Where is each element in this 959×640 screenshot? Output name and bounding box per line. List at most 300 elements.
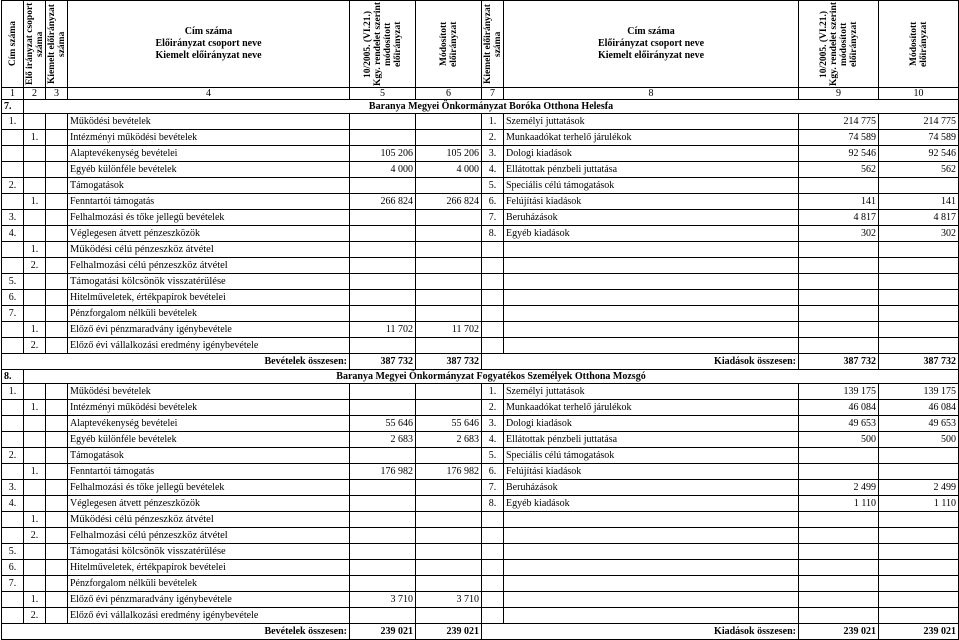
income-name-cell: Véglegesen átvett pénzeszközök [68, 496, 350, 512]
income-name-cell: Támogatások [68, 178, 350, 194]
expense-name-cell [504, 576, 799, 592]
income-original-cell [350, 528, 416, 544]
expense-original-cell [799, 576, 879, 592]
income-name-cell: Fenntartói támogatás [68, 464, 350, 480]
cim-szama-cell: 7. [2, 306, 24, 322]
expense-total-label: Kiadások összesen: [482, 624, 799, 640]
cim-szama-cell [2, 162, 24, 178]
kiemelt-szama-cell [46, 258, 68, 274]
table-row [2, 576, 959, 592]
income-original-cell [350, 448, 416, 464]
expense-name-cell [504, 544, 799, 560]
expense-name-cell [504, 258, 799, 274]
income-name-cell: Felhalmozási célú pénzeszköz átvétel [68, 528, 350, 544]
cim-szama-cell [2, 416, 24, 432]
expense-original-cell: 49 653 [799, 416, 879, 432]
kiemelt-szama-cell [46, 416, 68, 432]
cim-szama-cell [2, 130, 24, 146]
income-original-cell [350, 608, 416, 624]
income-original-cell [350, 210, 416, 226]
header-title-right-line2: Előirányzat csoport neve [597, 38, 705, 49]
table-row [2, 608, 959, 624]
income-name-cell: Alaptevékenység bevételei [68, 416, 350, 432]
expense-name-cell: Dologi kiadások [504, 146, 799, 162]
expense-modified-cell [879, 274, 959, 290]
income-modified-cell: 11 702 [416, 322, 482, 338]
expense-modified-cell [879, 544, 959, 560]
expense-original-cell [799, 592, 879, 608]
cim-szama-cell [2, 592, 24, 608]
income-original-cell [350, 576, 416, 592]
kiemelt-szama-cell [46, 448, 68, 464]
income-original-cell: 176 982 [350, 464, 416, 480]
expense-name-cell: Személyi juttatások [504, 384, 799, 400]
table-row [2, 384, 959, 400]
eloiranyzat-csoport-cell [24, 178, 46, 194]
expense-number-cell [482, 608, 504, 624]
section-title: Baranya Megyei Önkormányzat Fogyatékos Személyek Otthona Mozsgó [24, 370, 959, 384]
expense-modified-cell [879, 448, 959, 464]
header-eloiranyzat-csoport: Elő irányzat csoport száma [24, 1, 46, 88]
expense-modified-cell: 2 499 [879, 480, 959, 496]
section-header-row [2, 100, 959, 114]
eloiranyzat-csoport-cell: 1. [24, 242, 46, 258]
income-name-cell: Támogatások [68, 448, 350, 464]
kiemelt-szama-cell [46, 322, 68, 338]
expense-total-original: 239 021 [799, 624, 879, 640]
income-modified-cell [416, 544, 482, 560]
expense-original-cell [799, 178, 879, 194]
expense-original-cell [799, 290, 879, 306]
cim-szama-cell: 7. [2, 576, 24, 592]
header-title-left [68, 1, 350, 88]
expense-original-cell: 562 [799, 162, 879, 178]
eloiranyzat-csoport-cell: 2. [24, 528, 46, 544]
section-header-row [2, 370, 959, 384]
table-row [2, 512, 959, 528]
cim-szama-cell [2, 322, 24, 338]
income-original-cell: 4 000 [350, 162, 416, 178]
expense-number-cell [482, 274, 504, 290]
income-name-cell: Egyéb különféle bevételek [68, 432, 350, 448]
expense-name-cell [504, 242, 799, 258]
cim-szama-cell [2, 400, 24, 416]
expense-number-cell [482, 560, 504, 576]
header-kiemelt-szama: Kiemelt előirányzat száma [46, 1, 68, 88]
expense-name-cell [504, 592, 799, 608]
header-modositott-right: Módosított előirányzat [879, 1, 959, 88]
expense-name-cell [504, 338, 799, 354]
expense-modified-cell [879, 178, 959, 194]
kiemelt-szama-cell [46, 274, 68, 290]
income-original-cell [350, 512, 416, 528]
income-original-cell [350, 258, 416, 274]
expense-original-cell: 302 [799, 226, 879, 242]
expense-original-cell [799, 306, 879, 322]
expense-original-cell [799, 258, 879, 274]
cim-szama-cell: 2. [2, 178, 24, 194]
kiemelt-szama-cell [46, 194, 68, 210]
income-name-cell: Hitelműveletek, értékpapírok bevételei [68, 560, 350, 576]
eloiranyzat-csoport-cell [24, 448, 46, 464]
expense-number-cell: 7. [482, 480, 504, 496]
expense-original-cell [799, 448, 879, 464]
expense-number-cell: 6. [482, 194, 504, 210]
expense-original-cell [799, 608, 879, 624]
eloiranyzat-csoport-cell: 2. [24, 608, 46, 624]
kiemelt-szama-cell [46, 178, 68, 194]
totals-row [2, 624, 959, 640]
cim-szama-cell: 1. [2, 384, 24, 400]
header-title-right [504, 1, 799, 88]
income-original-cell: 2 683 [350, 432, 416, 448]
expense-original-cell [799, 338, 879, 354]
income-modified-cell [416, 560, 482, 576]
expense-number-cell [482, 338, 504, 354]
income-modified-cell [416, 114, 482, 130]
expense-number-cell [482, 528, 504, 544]
eloiranyzat-csoport-cell [24, 480, 46, 496]
income-original-cell [350, 130, 416, 146]
income-modified-cell [416, 210, 482, 226]
expense-number-cell [482, 592, 504, 608]
income-original-cell [350, 226, 416, 242]
table-body [2, 100, 959, 640]
income-total-modified: 239 021 [416, 624, 482, 640]
expense-number-cell [482, 290, 504, 306]
income-original-cell [350, 242, 416, 258]
expense-number-cell [482, 512, 504, 528]
table-row [2, 560, 959, 576]
kiemelt-szama-cell [46, 496, 68, 512]
income-modified-cell [416, 480, 482, 496]
expense-number-cell: 3. [482, 146, 504, 162]
income-total-original: 239 021 [350, 624, 416, 640]
income-original-cell [350, 544, 416, 560]
eloiranyzat-csoport-cell [24, 576, 46, 592]
expense-name-cell: Egyéb kiadások [504, 496, 799, 512]
expense-original-cell: 214 775 [799, 114, 879, 130]
table-row [2, 194, 959, 210]
income-original-cell: 266 824 [350, 194, 416, 210]
income-modified-cell [416, 130, 482, 146]
kiemelt-szama-cell [46, 432, 68, 448]
column-number-row [2, 88, 959, 100]
expense-original-cell: 92 546 [799, 146, 879, 162]
header-row [2, 1, 959, 88]
table-row [2, 400, 959, 416]
income-name-cell: Alaptevékenység bevételei [68, 146, 350, 162]
income-name-cell: Intézményi működési bevételek [68, 130, 350, 146]
kiemelt-szama-cell [46, 512, 68, 528]
income-modified-cell: 176 982 [416, 464, 482, 480]
table-row [2, 226, 959, 242]
kiemelt-szama-cell [46, 210, 68, 226]
table-row [2, 242, 959, 258]
income-original-cell [350, 274, 416, 290]
expense-original-cell [799, 560, 879, 576]
eloiranyzat-csoport-cell: 2. [24, 258, 46, 274]
expense-original-cell: 500 [799, 432, 879, 448]
eloiranyzat-csoport-cell [24, 210, 46, 226]
expense-name-cell: Ellátottak pénzbeli juttatása [504, 432, 799, 448]
expense-modified-cell [879, 512, 959, 528]
income-name-cell: Működési célú pénzeszköz átvétel [68, 242, 350, 258]
income-name-cell: Támogatási kölcsönök visszatérülése [68, 274, 350, 290]
kiemelt-szama-cell [46, 576, 68, 592]
expense-modified-cell: 562 [879, 162, 959, 178]
cim-szama-cell: 6. [2, 290, 24, 306]
table-row [2, 496, 959, 512]
table-row [2, 338, 959, 354]
kiemelt-szama-cell [46, 528, 68, 544]
income-modified-cell [416, 338, 482, 354]
kiemelt-szama-cell [46, 464, 68, 480]
table-row [2, 114, 959, 130]
eloiranyzat-csoport-cell [24, 290, 46, 306]
income-modified-cell: 105 206 [416, 146, 482, 162]
expense-name-cell: Munkaadókat terhelő járulékok [504, 400, 799, 416]
table-row [2, 480, 959, 496]
expense-number-cell [482, 544, 504, 560]
income-modified-cell [416, 290, 482, 306]
kiemelt-szama-cell [46, 162, 68, 178]
eloiranyzat-csoport-cell: 1. [24, 512, 46, 528]
header-rendelet-right: 10/2005. (VI.21.) Kgy. rendelet szerint módosított előirányzat [799, 1, 879, 88]
expense-modified-cell [879, 560, 959, 576]
income-name-cell: Felhalmozási és tőke jellegű bevételek [68, 210, 350, 226]
kiemelt-szama-cell [46, 400, 68, 416]
income-original-cell [350, 178, 416, 194]
income-name-cell: Felhalmozási célú pénzeszköz átvétel [68, 258, 350, 274]
expense-original-cell [799, 464, 879, 480]
income-modified-cell [416, 306, 482, 322]
expense-modified-cell: 92 546 [879, 146, 959, 162]
table-row [2, 130, 959, 146]
expense-number-cell [482, 576, 504, 592]
cim-szama-cell: 5. [2, 544, 24, 560]
kiemelt-szama-cell [46, 242, 68, 258]
income-original-cell [350, 384, 416, 400]
totals-row [2, 354, 959, 370]
income-modified-cell [416, 400, 482, 416]
expense-number-cell: 4. [482, 432, 504, 448]
expense-number-cell: 5. [482, 178, 504, 194]
income-modified-cell: 4 000 [416, 162, 482, 178]
expense-original-cell: 139 175 [799, 384, 879, 400]
cim-szama-cell [2, 338, 24, 354]
cim-szama-cell: 4. [2, 496, 24, 512]
expense-name-cell: Munkaadókat terhelő járulékok [504, 130, 799, 146]
cim-szama-cell: 5. [2, 274, 24, 290]
column-number: 3 [46, 88, 68, 100]
eloiranyzat-csoport-cell [24, 162, 46, 178]
income-name-cell: Előző évi vállalkozási eredmény igénybevétele [68, 338, 350, 354]
expense-modified-cell: 4 817 [879, 210, 959, 226]
expense-number-cell: 1. [482, 114, 504, 130]
expense-modified-cell: 1 110 [879, 496, 959, 512]
kiemelt-szama-cell [46, 544, 68, 560]
income-total-label: Bevételek összesen: [2, 354, 350, 370]
expense-name-cell: Speciális célú támogatások [504, 448, 799, 464]
eloiranyzat-csoport-cell: 2. [24, 338, 46, 354]
expense-modified-cell [879, 608, 959, 624]
expense-name-cell [504, 290, 799, 306]
header-rendelet-left: 10/2005. (VI.21.) Kgy. rendelet szerint módosított előirányzat [350, 1, 416, 88]
income-modified-cell [416, 512, 482, 528]
income-modified-cell [416, 384, 482, 400]
kiemelt-szama-cell [46, 114, 68, 130]
table-row [2, 448, 959, 464]
expense-name-cell: Egyéb kiadások [504, 226, 799, 242]
eloiranyzat-csoport-cell [24, 560, 46, 576]
income-name-cell: Hitelműveletek, értékpapírok bevételei [68, 290, 350, 306]
expense-total-label: Kiadások összesen: [482, 354, 799, 370]
header-title-left-line1: Cím száma [184, 26, 233, 37]
income-original-cell [350, 114, 416, 130]
kiemelt-szama-cell [46, 130, 68, 146]
income-original-cell: 55 646 [350, 416, 416, 432]
expense-number-cell [482, 258, 504, 274]
header-title-left-line3: Kiemelt előirányzat neve [155, 50, 262, 61]
eloiranyzat-csoport-cell [24, 146, 46, 162]
expense-original-cell [799, 322, 879, 338]
expense-total-modified: 239 021 [879, 624, 959, 640]
income-name-cell: Működési bevételek [68, 114, 350, 130]
income-name-cell: Támogatási kölcsönök visszatérülése [68, 544, 350, 560]
expense-modified-cell: 214 775 [879, 114, 959, 130]
eloiranyzat-csoport-cell [24, 544, 46, 560]
eloiranyzat-csoport-cell [24, 496, 46, 512]
table-row [2, 290, 959, 306]
cim-szama-cell [2, 432, 24, 448]
expense-total-original: 387 732 [799, 354, 879, 370]
eloiranyzat-csoport-cell: 1. [24, 400, 46, 416]
eloiranyzat-csoport-cell: 1. [24, 130, 46, 146]
expense-modified-cell [879, 306, 959, 322]
expense-modified-cell: 500 [879, 432, 959, 448]
expense-modified-cell [879, 242, 959, 258]
cim-szama-cell [2, 258, 24, 274]
expense-modified-cell [879, 290, 959, 306]
eloiranyzat-csoport-cell: 1. [24, 592, 46, 608]
table-row [2, 146, 959, 162]
income-original-cell [350, 400, 416, 416]
column-number: 1 [2, 88, 24, 100]
expense-name-cell [504, 608, 799, 624]
eloiranyzat-csoport-cell [24, 114, 46, 130]
income-name-cell: Véglegesen átvett pénzeszközök [68, 226, 350, 242]
eloiranyzat-csoport-cell [24, 416, 46, 432]
section-title: Baranya Megyei Önkormányzat Boróka Otthona Helesfa [24, 100, 959, 114]
expense-name-cell: Beruházások [504, 210, 799, 226]
cim-szama-cell [2, 512, 24, 528]
expense-name-cell: Felújítási kiadások [504, 464, 799, 480]
cim-szama-cell [2, 146, 24, 162]
income-modified-cell [416, 448, 482, 464]
income-name-cell: Intézményi működési bevételek [68, 400, 350, 416]
income-original-cell: 11 702 [350, 322, 416, 338]
expense-modified-cell: 139 175 [879, 384, 959, 400]
kiemelt-szama-cell [46, 480, 68, 496]
eloiranyzat-csoport-cell [24, 306, 46, 322]
table-row [2, 416, 959, 432]
cim-szama-cell: 2. [2, 448, 24, 464]
table-row [2, 464, 959, 480]
income-name-cell: Működési bevételek [68, 384, 350, 400]
income-modified-cell [416, 496, 482, 512]
kiemelt-szama-cell [46, 384, 68, 400]
income-total-label: Bevételek összesen: [2, 624, 350, 640]
column-number: 7 [482, 88, 504, 100]
income-modified-cell: 3 710 [416, 592, 482, 608]
cim-szama-cell: 3. [2, 480, 24, 496]
kiemelt-szama-cell [46, 338, 68, 354]
expense-name-cell [504, 274, 799, 290]
expense-name-cell: Beruházások [504, 480, 799, 496]
table-row [2, 258, 959, 274]
kiemelt-szama-cell [46, 146, 68, 162]
expense-number-cell [482, 306, 504, 322]
income-modified-cell [416, 528, 482, 544]
expense-name-cell: Személyi juttatások [504, 114, 799, 130]
income-name-cell: Fenntartói támogatás [68, 194, 350, 210]
expense-name-cell [504, 560, 799, 576]
income-modified-cell [416, 274, 482, 290]
table-row [2, 322, 959, 338]
column-number: 4 [68, 88, 350, 100]
expense-original-cell: 4 817 [799, 210, 879, 226]
expense-original-cell [799, 512, 879, 528]
expense-modified-cell [879, 528, 959, 544]
column-number: 2 [24, 88, 46, 100]
kiemelt-szama-cell [46, 608, 68, 624]
kiemelt-szama-cell [46, 592, 68, 608]
table-row [2, 162, 959, 178]
expense-modified-cell: 49 653 [879, 416, 959, 432]
income-modified-cell: 2 683 [416, 432, 482, 448]
expense-original-cell [799, 242, 879, 258]
income-total-original: 387 732 [350, 354, 416, 370]
kiemelt-szama-cell [46, 306, 68, 322]
expense-total-modified: 387 732 [879, 354, 959, 370]
income-modified-cell [416, 258, 482, 274]
expense-modified-cell: 74 589 [879, 130, 959, 146]
expense-name-cell: Speciális célú támogatások [504, 178, 799, 194]
kiemelt-szama-cell [46, 226, 68, 242]
expense-number-cell [482, 242, 504, 258]
column-number: 5 [350, 88, 416, 100]
column-number: 6 [416, 88, 482, 100]
header-cim-szama: Cím száma [2, 1, 24, 88]
table-row [2, 210, 959, 226]
expense-number-cell: 2. [482, 130, 504, 146]
expense-name-cell: Dologi kiadások [504, 416, 799, 432]
section-number: 8. [2, 370, 24, 384]
header-title-right-line3: Kiemelt előirányzat neve [597, 50, 705, 61]
section-number: 7. [2, 100, 24, 114]
expense-original-cell: 141 [799, 194, 879, 210]
table-row [2, 432, 959, 448]
eloiranyzat-csoport-cell: 1. [24, 194, 46, 210]
income-original-cell: 105 206 [350, 146, 416, 162]
column-number: 9 [799, 88, 879, 100]
expense-modified-cell [879, 338, 959, 354]
header-modositott-left: Módosított előirányzat [416, 1, 482, 88]
expense-modified-cell: 302 [879, 226, 959, 242]
income-name-cell: Pénzforgalom nélküli bevételek [68, 576, 350, 592]
expense-original-cell [799, 544, 879, 560]
